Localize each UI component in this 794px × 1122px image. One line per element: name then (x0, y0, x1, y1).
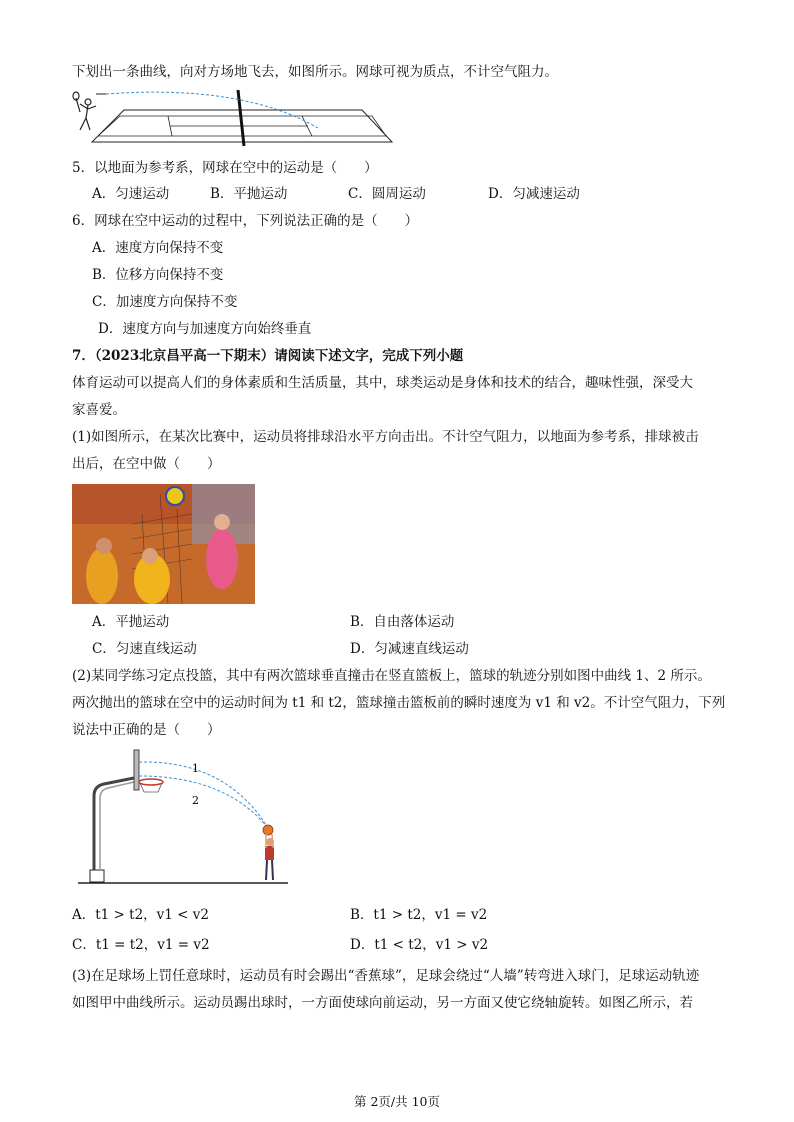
curve-label-1: 1 (192, 762, 199, 775)
basketball-icon (263, 825, 273, 835)
curve-label-2: 2 (192, 794, 199, 807)
hoop-rim (139, 779, 163, 785)
q7-sub2-option-c[interactable]: C．t1 = t2，v1 = v2 (72, 937, 210, 953)
q7-sub2-option-b[interactable]: B．t1 > t2，v1 = v2 (350, 907, 488, 923)
player-icon (265, 834, 274, 880)
q7-sub1-option-c[interactable]: C．匀速直线运动 (92, 641, 197, 657)
q6-option-b[interactable]: B．位移方向保持不变 (92, 267, 224, 283)
q7-sub3-line1: (3)在足球场上罚任意球时，运动员有时会踢出“香蕉球”，足球会绕过“人墙”转弯进入球门，足球运动轨迹 (72, 968, 700, 984)
q7-para-line2: 家喜爱。 (72, 402, 126, 418)
q7-sub2-option-d[interactable]: D．t1 < t2，v1 > v2 (350, 937, 489, 953)
tennis-court-figure (72, 86, 412, 156)
q6-stem: 6．网球在空中运动的过程中，下列说法正确的是（ ） (72, 213, 419, 229)
q5-option-c[interactable]: C．圆周运动 (348, 186, 426, 202)
backboard (134, 750, 139, 790)
tennis-net (238, 90, 244, 146)
q7-sub2-line1: (2)某同学练习定点投篮，其中有两次篮球垂直撞击在竖直篮板上，篮球的轨迹分别如图中曲线 1、2 所示。 (72, 668, 711, 684)
intro-text: 下划出一条曲线，向对方场地飞去，如图所示。网球可视为质点，不计空气阻力。 (72, 64, 558, 80)
q7-sub3-line2: 如图甲中曲线所示。运动员踢出球时，一方面使球向前运动，另一方面又使它绕轴旋转。如图乙所示，若 (72, 995, 693, 1011)
trajectory-1 (139, 762, 268, 828)
q6-option-a[interactable]: A．速度方向保持不变 (92, 240, 224, 256)
q6-option-c[interactable]: C．加速度方向保持不变 (92, 294, 238, 310)
q7-sub1-option-d[interactable]: D．匀减速直线运动 (350, 641, 469, 657)
tennis-player-icon (73, 92, 96, 130)
q7-sub1-option-a[interactable]: A．平抛运动 (92, 614, 170, 630)
q5-stem: 5．以地面为参考系，网球在空中的运动是（ ） (72, 160, 378, 176)
q5-option-a[interactable]: A．匀速运动 (92, 186, 170, 202)
q7-sub2-line2: 两次抛出的篮球在空中的运动时间为 t1 和 t2，篮球撞击篮板前的瞬时速度为 v1 和 v2。不计空气阻力，下列 (72, 695, 726, 711)
q5-option-b[interactable]: B．平抛运动 (210, 186, 288, 202)
q6-option-d[interactable]: D．速度方向与加速度方向始终垂直 (98, 321, 312, 337)
q7-header: 7．（2023北京昌平高一下期末）请阅读下述文字，完成下列小题 (72, 348, 464, 364)
q7-sub1-line2: 出后，在空中做（ ） (72, 456, 221, 472)
q7-sub1-option-b[interactable]: B．自由落体运动 (350, 614, 455, 630)
q7-sub2-line3: 说法中正确的是（ ） (72, 722, 221, 738)
page-footer: 第 2页/共 10页 (353, 1094, 441, 1109)
volleyball-photo (72, 484, 255, 604)
basketball-figure (76, 746, 296, 888)
q7-sub2-option-a[interactable]: A．t1 > t2，v1 < v2 (72, 907, 209, 923)
volleyball-icon (166, 487, 184, 505)
q7-para-line1: 体育运动可以提高人们的身体素质和生活质量，其中，球类运动是身体和技术的结合，趣味性强，深受大 (72, 375, 693, 391)
q5-option-d[interactable]: D．匀减速运动 (488, 186, 580, 202)
q7-sub1-line1: (1)如图所示，在某次比赛中，运动员将排球沿水平方向击出。不计空气阻力，以地面为参考系，排球被击 (72, 429, 699, 445)
